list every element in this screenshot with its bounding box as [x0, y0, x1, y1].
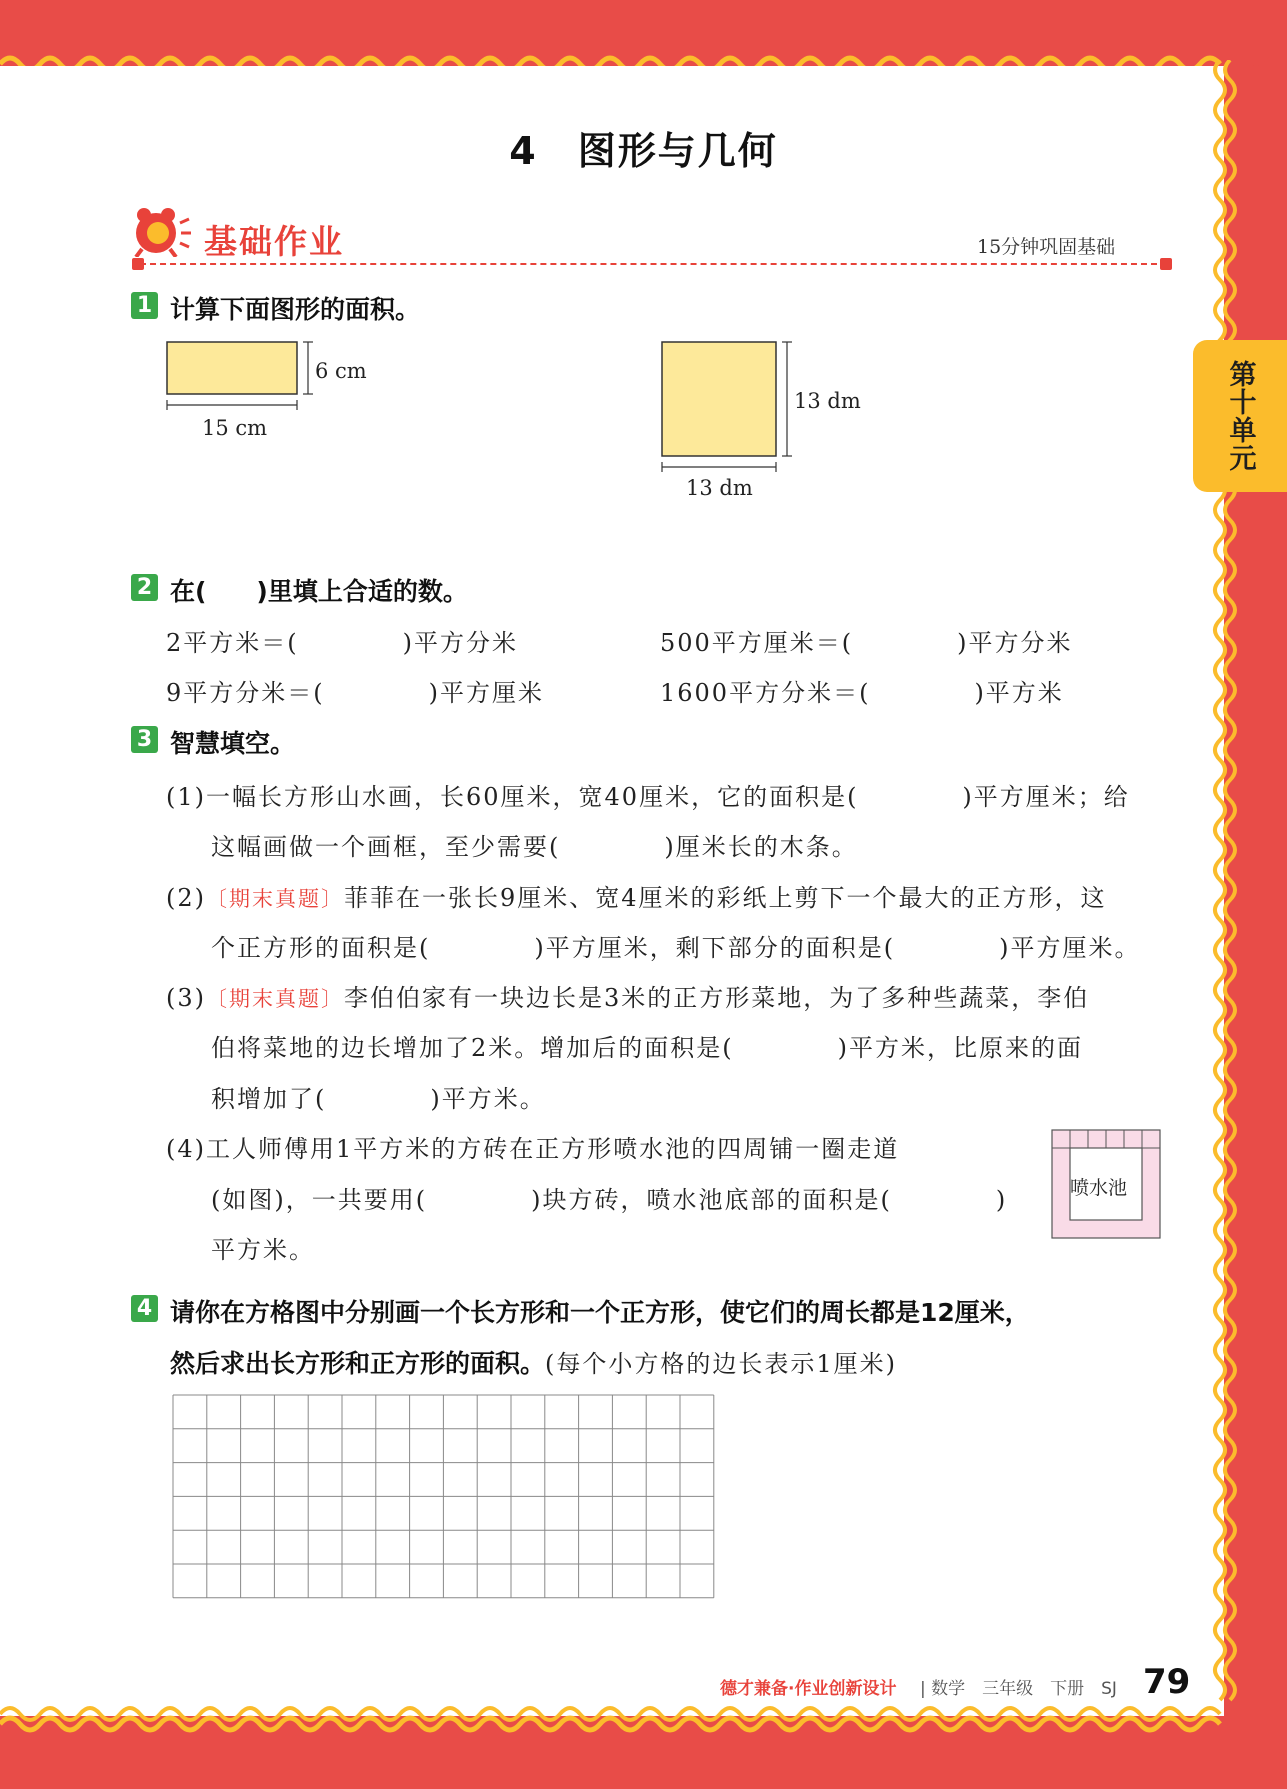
q4-text: 请你在方格图中分别画一个长方形和一个正方形，使它们的周长都是12厘米， [170, 1298, 1030, 1327]
q3-p2-text: 菲菲在一张长9厘米、宽4厘米的彩纸上剪下一个最大的正方形，这 [344, 884, 1107, 912]
q3-text: 智慧填空。 [170, 729, 296, 758]
q3-p3-line [166, 978, 1089, 1013]
exam-tag: 〔期末真题〕 [206, 887, 344, 911]
q1-rectangle-figure [160, 335, 330, 415]
pool-label: 喷水池 [1070, 1177, 1128, 1199]
exam-tag: 〔期末真题〕 [206, 987, 344, 1011]
unit-tab-label: 第十单元 [1224, 360, 1256, 472]
q3-p1-line: 这幅画做一个画框，至少需要( )厘米长的木条。 [211, 833, 858, 861]
square-side-label-bottom: 13 dm [686, 476, 753, 500]
rect-height-label: 6 cm [315, 359, 367, 383]
q2-text: 在( )里填上合适的数。 [170, 577, 468, 606]
square-side-label-right: 13 dm [794, 389, 861, 413]
q3-p3-text: 李伯伯家有一块边长是3米的正方形菜地，为了多种些蔬菜，李伯 [344, 984, 1090, 1012]
q3-p2-line [166, 878, 1107, 913]
q3-p2-prefix: (2) [166, 884, 206, 912]
section-note: 15分钟巩固基础 [977, 236, 1116, 258]
q1-number-badge: 1 [131, 292, 158, 319]
page-title: 4 图形与几何 [509, 129, 778, 173]
q3-p3-prefix: (3) [166, 984, 206, 1012]
bottom-wave-border [0, 1700, 1287, 1789]
right-wave-border [1210, 60, 1240, 1720]
q2-item: 9平方分米＝( )平方厘米 [166, 679, 544, 707]
alarm-bell-icon [132, 205, 192, 257]
rect-width-label: 15 cm [202, 416, 268, 440]
q3-p2-line: 个正方形的面积是( )平方厘米，剩下部分的面积是( )平方厘米。 [211, 934, 1141, 962]
page-number: 79 [1143, 1662, 1191, 1702]
q2-item: 500平方厘米＝( )平方分米 [660, 629, 1073, 657]
footer-info: | 数学 三年级 下册 SJ [920, 1679, 1117, 1699]
q2-item: 2平方米＝( )平方分米 [166, 629, 518, 657]
q4-number-badge: 4 [131, 1295, 158, 1322]
q3-p4-line: 平方米。 [211, 1236, 315, 1264]
divider-end-left [132, 258, 144, 270]
answer-grid[interactable] [171, 1393, 716, 1599]
q4-text-bold: 然后求出长方形和正方形的面积。 [170, 1349, 546, 1378]
q3-p3-line: 伯将菜地的边长增加了2米。增加后的面积是( )平方米，比原来的面 [211, 1034, 1083, 1062]
q2-item: 1600平方分米＝( )平方米 [660, 679, 1064, 707]
section-label: 基础作业 [204, 222, 344, 261]
q1-text: 计算下面图形的面积。 [170, 295, 421, 324]
section-divider [140, 263, 1167, 265]
q1-square-figure [655, 335, 805, 475]
q3-number-badge: 3 [131, 726, 158, 753]
divider-end-right [1160, 258, 1172, 270]
q3-p3-line: 积增加了( )平方米。 [211, 1085, 546, 1113]
q4-line2 [170, 1344, 897, 1380]
q3-p4-line: (如图)，一共要用( )块方砖，喷水池底部的面积是( ) [211, 1186, 1008, 1214]
footer-brand: 德才兼备·作业创新设计 [720, 1679, 897, 1699]
q3-p1-line: (1)一幅长方形山水画，长60厘米，宽40厘米，它的面积是( )平方厘米；给 [166, 783, 1130, 811]
q2-number-badge: 2 [131, 574, 158, 601]
q3-p4-line: (4)工人师傅用1平方米的方砖在正方形喷水池的四周铺一圈走道 [166, 1135, 900, 1163]
unit-tab[interactable] [1193, 340, 1287, 492]
q4-note: (每个小方格的边长表示1厘米) [545, 1350, 898, 1378]
